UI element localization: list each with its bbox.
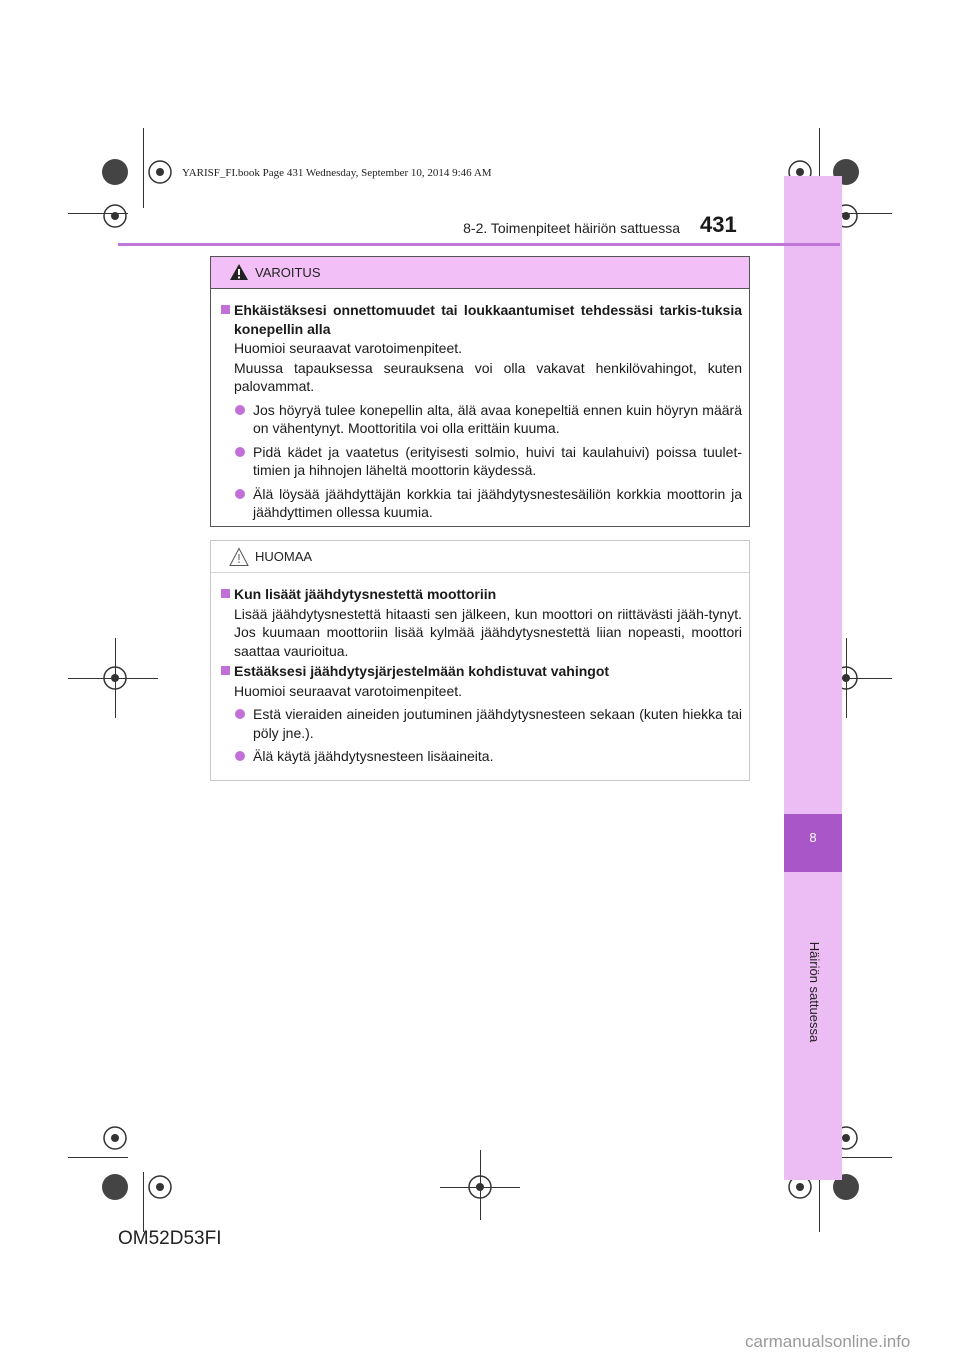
notice-section-2-text: Huomioi seuraavat varotoimenpiteet.: [234, 682, 463, 699]
notice-section-1-heading-text: Kun lisäät jäähdytysnestettä moottoriin: [234, 586, 497, 602]
warning-heading-text: Ehkäistäksesi onnettomuudet tai loukkaantumiset tehdessäsi tarkis-tuksia konepellin alla: [234, 302, 742, 337]
notice-box-header: [211, 541, 749, 573]
warning-triangle-icon: [229, 263, 249, 281]
round-bullet-icon: [235, 709, 245, 719]
chapter-label: Häiriön sattuessa: [807, 941, 822, 1043]
square-bullet-icon: [221, 589, 230, 598]
warning-heading: [221, 301, 742, 338]
caution-outline-triangle-icon: [229, 547, 249, 567]
round-bullet-icon: [235, 447, 245, 457]
list-item-text: Jos höyryä tulee konepellin alta, älä avaa konepeltiä ennen kuin höyryn määrä on vähentynyt. Moottoritila voi olla erittäin kuuma.: [253, 401, 742, 436]
list-item: [221, 747, 742, 766]
file-info: YARISF_FI.book Page 431 Wednesday, September 10, 2014 9:46 AM: [182, 167, 492, 179]
notice-box: [210, 540, 750, 781]
notice-section-2-heading: [221, 662, 742, 681]
notice-section-1-text: Lisää jäähdytysnestettä hitaasti sen jälkeen, kun moottori on riittävästi jääh-tynyt. Jos kuumaan moottoriin lisää kylmää jäähdytysnestettä liian nopeasti, moottori saattaa vaurioitua.: [234, 605, 742, 659]
round-bullet-icon: [235, 751, 245, 761]
section-title: 8-2. Toimenpiteet häiriön sattuessa: [463, 220, 680, 236]
warning-para-2: Muussa tapauksessa seurauksena voi olla vakavat henkilövahingot, kuten palovammat.: [234, 359, 742, 394]
warning-box: [210, 256, 750, 527]
document-code: OM52D53FI: [118, 1228, 222, 1249]
list-item: [221, 705, 742, 742]
round-bullet-icon: [235, 405, 245, 415]
warning-title: VAROITUS: [255, 265, 321, 280]
warning-box-header: [211, 257, 749, 289]
list-item: [221, 485, 742, 522]
list-item: [221, 401, 742, 438]
square-bullet-icon: [221, 305, 230, 314]
list-item: [221, 443, 742, 480]
chapter-number: 8: [809, 830, 817, 845]
notice-title: HUOMAA: [255, 549, 313, 564]
watermark: carmanualsonline.info: [745, 1332, 911, 1351]
notice-section-1-heading: [221, 585, 742, 604]
round-bullet-icon: [235, 489, 245, 499]
square-bullet-icon: [221, 666, 230, 675]
notice-section-2-heading-text: Estääksesi jäähdytysjärjestelmään kohdistuvat vahingot: [234, 663, 610, 679]
header-rule: [118, 243, 840, 246]
list-item-text: Älä käytä jäähdytysnesteen lisäaineita.: [253, 748, 494, 764]
page-number: 431: [700, 212, 737, 237]
list-item-text: Pidä kädet ja vaatetus (erityisesti solmio, huivi tai kaulahuivi) poissa tuulet-timien ja hihnojen läheltä moottorin käydessä.: [253, 443, 742, 478]
list-item-text: Älä löysää jäähdyttäjän korkkia tai jäähdytysnestesäiliön korkkia moottorin ja jäähdyttimen ollessa kuumia.: [253, 485, 742, 520]
warning-para-1: Huomioi seuraavat varotoimenpiteet.: [234, 340, 463, 356]
list-item-text: Estä vieraiden aineiden joutuminen jäähdytysnesteen sekaan (kuten hiekka tai pöly jne.).: [253, 706, 742, 741]
